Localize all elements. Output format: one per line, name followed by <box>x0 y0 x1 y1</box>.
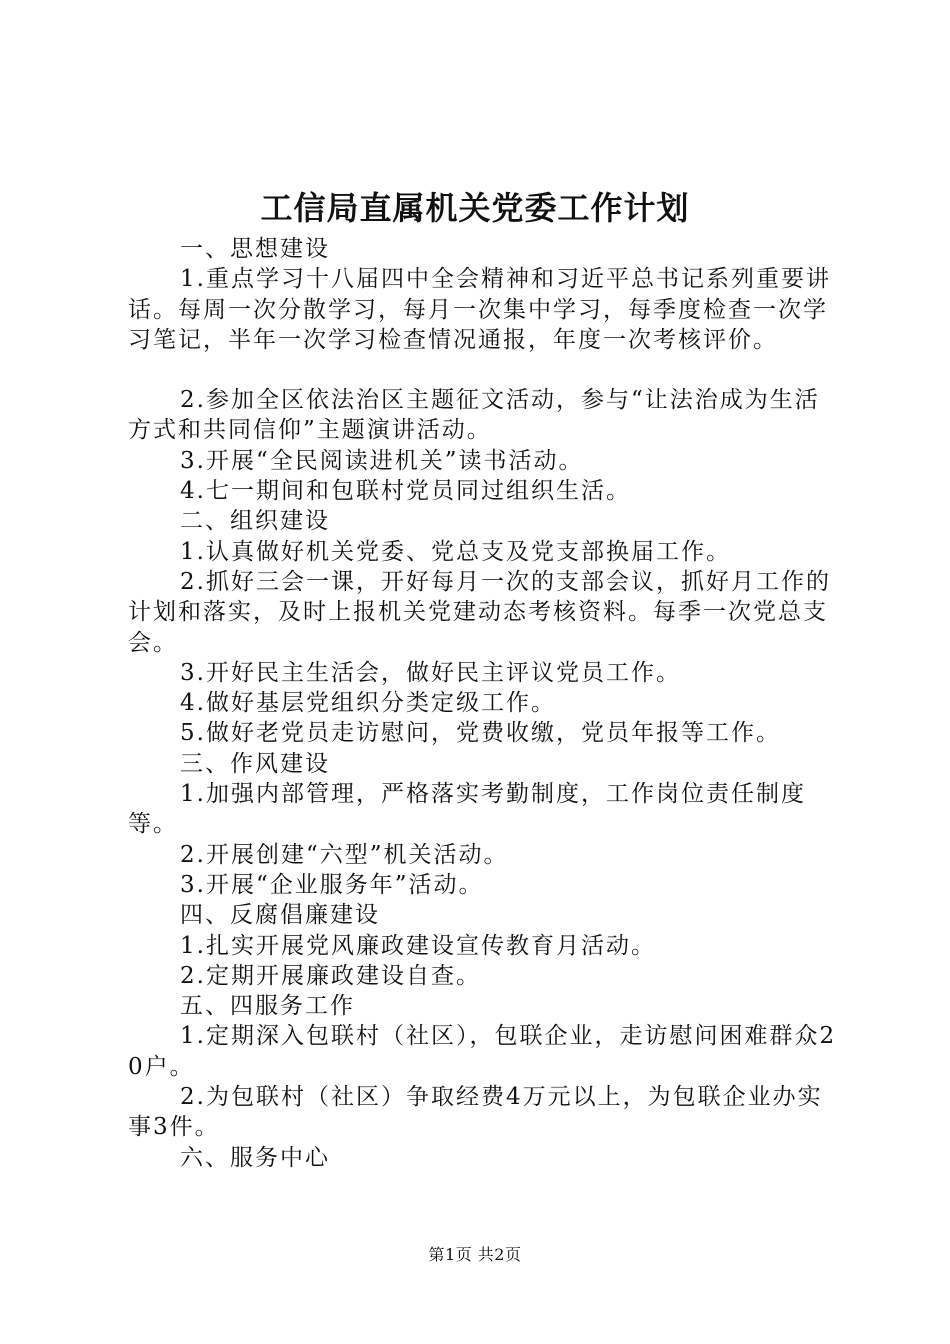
paragraph: 2.参加全区依法治区主题征文活动，参与“让法治成为生活方式和共同信仰”主题演讲活动。 <box>128 387 820 444</box>
section-heading: 二、组织建设 <box>180 508 330 535</box>
paragraph: 3.开展“企业服务年”活动。 <box>180 871 484 898</box>
paragraph: 4.七一期间和包联村党员同过组织生活。 <box>180 478 631 505</box>
section-heading: 三、作风建设 <box>180 750 330 777</box>
paragraph: 2.为包联村（社区）争取经费4万元以上，为包联企业办实事3件。 <box>128 1084 823 1141</box>
section-heading: 六、服务中心 <box>180 1144 330 1171</box>
paragraph: 2.开展创建“六型”机关活动。 <box>180 841 509 868</box>
paragraph: 1.加强内部管理，严格落实考勤制度，工作岗位责任制度等。 <box>128 781 806 838</box>
paragraph: 4.做好基层党组织分类定级工作。 <box>180 690 556 717</box>
paragraph: 1.重点学习十八届四中全会精神和习近平总书记系列重要讲话。每周一次分散学习，每月一次集中学习，每季度检查一次学习笔记，半年一次学习检查情况通报，年度一次考核评价。 <box>128 266 831 353</box>
document-title: 工信局直属机关党委工作计划 <box>260 189 690 227</box>
paragraph: 5.做好老党员走访慰问，党费收缴，党员年报等工作。 <box>180 720 781 747</box>
paragraph: 1.定期深入包联村（社区），包联企业，走访慰问困难群众20户。 <box>128 1023 837 1080</box>
paragraph: 2.定期开展廉政建设自查。 <box>180 962 481 989</box>
paragraph: 1.认真做好机关党委、党总支及党支部换届工作。 <box>180 538 731 565</box>
paragraph: 1.扎实开展党风廉政建设宣传教育月活动。 <box>180 932 656 959</box>
section-heading: 一、思想建设 <box>180 236 330 262</box>
paragraph: 3.开好民主生活会，做好民主评议党员工作。 <box>180 659 681 686</box>
page-number-footer: 第1页 共2页 <box>428 1245 522 1264</box>
section-heading: 四、反腐倡廉建设 <box>180 902 380 929</box>
section-heading: 五、四服务工作 <box>180 993 355 1020</box>
document-body <box>128 234 838 1173</box>
paragraph: 2.抓好三会一课，开好每月一次的支部会议，抓好月工作的计划和落实，及时上报机关党建动态考核资料。每季一次党总支会。 <box>128 568 831 656</box>
paragraph: 3.开展“全民阅读进机关”读书活动。 <box>180 447 584 474</box>
